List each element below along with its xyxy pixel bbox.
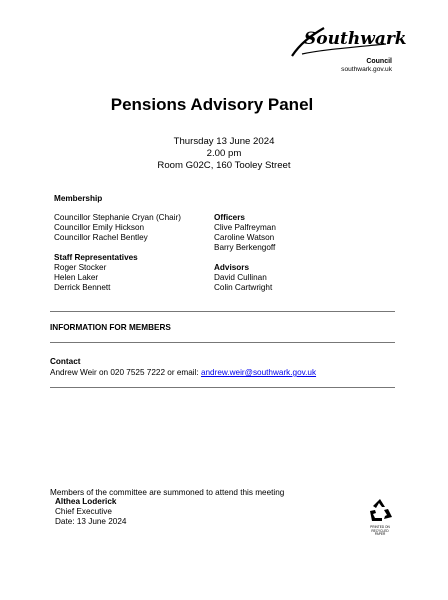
officers-heading: Officers — [214, 213, 245, 222]
contact-email-link[interactable]: andrew.weir@southwark.gov.uk — [200, 368, 317, 377]
officers-list — [214, 223, 276, 253]
advisor-item: David Cullinan — [214, 273, 267, 282]
recycled-paper-mark — [366, 497, 394, 537]
advisors-heading: Advisors — [214, 263, 250, 272]
logo-website: southwark.gov.uk — [341, 66, 392, 73]
meeting-date: Thursday 13 June 2024 — [173, 136, 275, 147]
staff-item: Derrick Bennett — [54, 283, 111, 292]
logo-script-text: Southwark — [304, 29, 407, 49]
chief-executive-name: Althea Loderick — [55, 497, 117, 506]
recycle-icon — [366, 497, 394, 523]
info-heading: INFORMATION FOR MEMBERS — [50, 323, 171, 332]
staff-list — [54, 263, 110, 293]
councillor-item: Councillor Rachel Bentley — [54, 233, 148, 242]
staff-item: Roger Stocker — [54, 263, 107, 272]
councillor-list — [54, 213, 181, 243]
meeting-venue: Room G02C, 160 Tooley Street — [157, 160, 291, 171]
contact-line — [50, 368, 316, 378]
page-title: Pensions Advisory Panel — [110, 95, 314, 114]
notice-date: Date: 13 June 2024 — [55, 517, 127, 526]
membership-heading: Membership — [54, 194, 103, 203]
officer-item: Clive Palfreyman — [214, 223, 276, 232]
advisors-list — [214, 273, 272, 293]
summons-text: Members of the committee are summoned to attend this meeting — [50, 488, 285, 497]
southwark-council-logo — [290, 18, 407, 73]
officer-item: Caroline Watson — [214, 233, 275, 242]
divider — [50, 311, 395, 312]
councillor-item: Councillor Stephanie Cryan (Chair) — [54, 213, 181, 222]
logo-council-label: Council — [366, 58, 392, 65]
recycle-caption: PRINTED ON RECYCLED PAPER — [370, 525, 390, 537]
southwark-logo-swoosh — [290, 18, 407, 58]
divider — [50, 387, 395, 388]
divider — [50, 342, 395, 343]
staff-item: Helen Laker — [54, 273, 99, 282]
contact-text: Andrew Weir on 020 7525 7222 or email: — [50, 368, 201, 377]
meeting-time: 2.00 pm — [206, 148, 242, 159]
advisor-item: Colin Cartwright — [214, 283, 273, 292]
staff-heading: Staff Representatives — [54, 253, 138, 262]
councillor-item: Councillor Emily Hickson — [54, 223, 145, 232]
chief-executive-role: Chief Executive — [55, 507, 112, 516]
contact-heading: Contact — [50, 357, 81, 366]
officer-item: Barry Berkengoff — [214, 243, 276, 252]
